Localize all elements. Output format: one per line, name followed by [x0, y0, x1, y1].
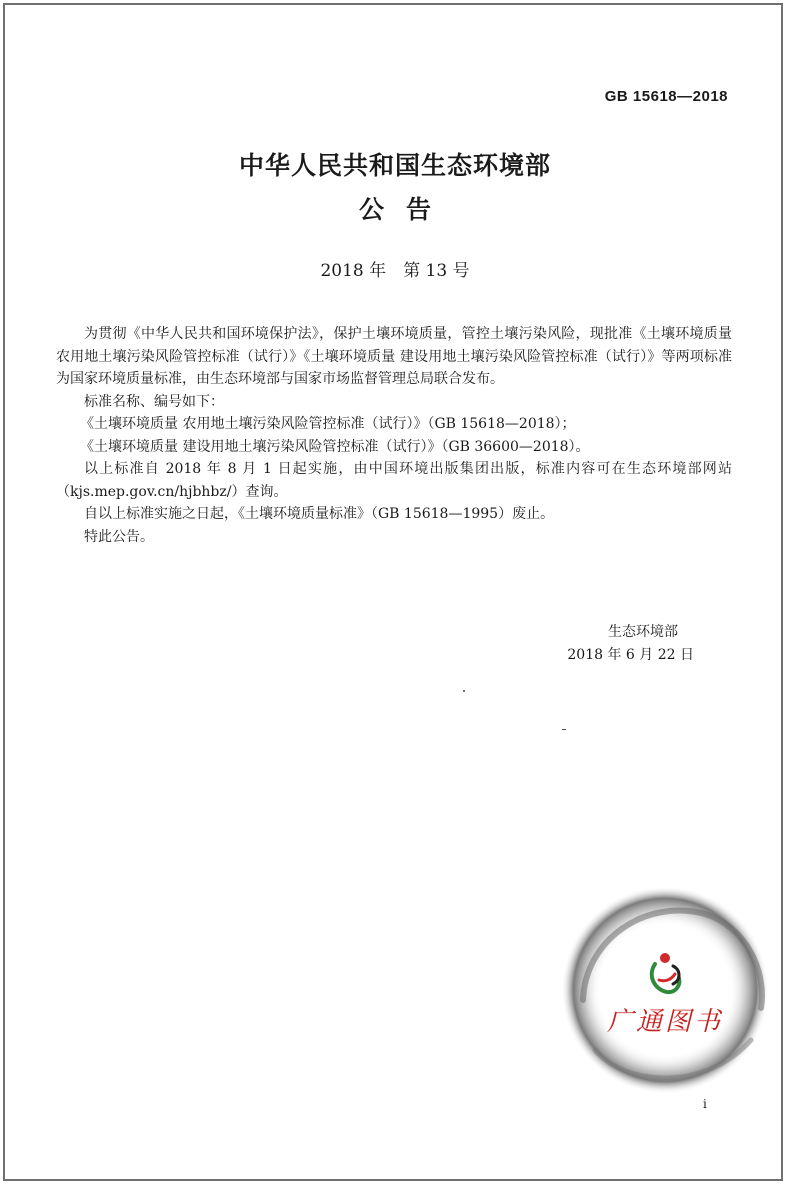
announcement-title: 公告	[358, 195, 453, 224]
scan-speck	[562, 729, 566, 730]
signature-date: 2018 年 6 月 22 日	[567, 647, 694, 663]
issue-number: 2018 年 第 13 号	[320, 261, 470, 281]
body-paragraph: 自以上标准实施之日起，《土壤环境质量标准》（GB 15618—1995）废止。	[84, 506, 555, 522]
body-paragraph: 标准名称、编号如下：	[84, 393, 224, 410]
page-number: i	[703, 1097, 707, 1111]
standard-code: GB 15618—2018	[604, 88, 728, 105]
body-paragraph: 《土壤环境质量 建设用地土壤污染风险管控标准（试行）》（GB 36600—2018）。	[80, 438, 590, 455]
scan-speck	[463, 690, 465, 692]
announcement-body	[56, 323, 732, 548]
ministry-title: 中华人民共和国生态环境部	[238, 151, 551, 180]
body-paragraph: 以上标准自 2018 年 8 月 1 日起实施，由中国环境出版集团出版，标准内容可在生态环境部网站（kjs.mep.gov.cn/hjbhbz/）查询。	[56, 461, 732, 500]
body-paragraph: 为贯彻《中华人民共和国环境保护法》，保护土壤环境质量，管控土壤污染风险，现批准《土壤环境质量 农用地土壤污染风险管控标准（试行）》《土壤环境质量 建设用地土壤污染风险管控标准（试行）》等两项标准为国家环境质量标准，由生态环境部与国家市场监督管理总局联合发布。	[56, 326, 732, 387]
body-paragraph: 特此公告。	[84, 528, 154, 545]
stamp-label: 广通图书	[606, 1007, 724, 1037]
signature-organization: 生态环境部	[608, 624, 678, 640]
publisher-stamp	[555, 880, 775, 1100]
body-paragraph: 《土壤环境质量 农用地土壤污染风险管控标准（试行）》（GB 15618—2018）；	[80, 416, 576, 432]
